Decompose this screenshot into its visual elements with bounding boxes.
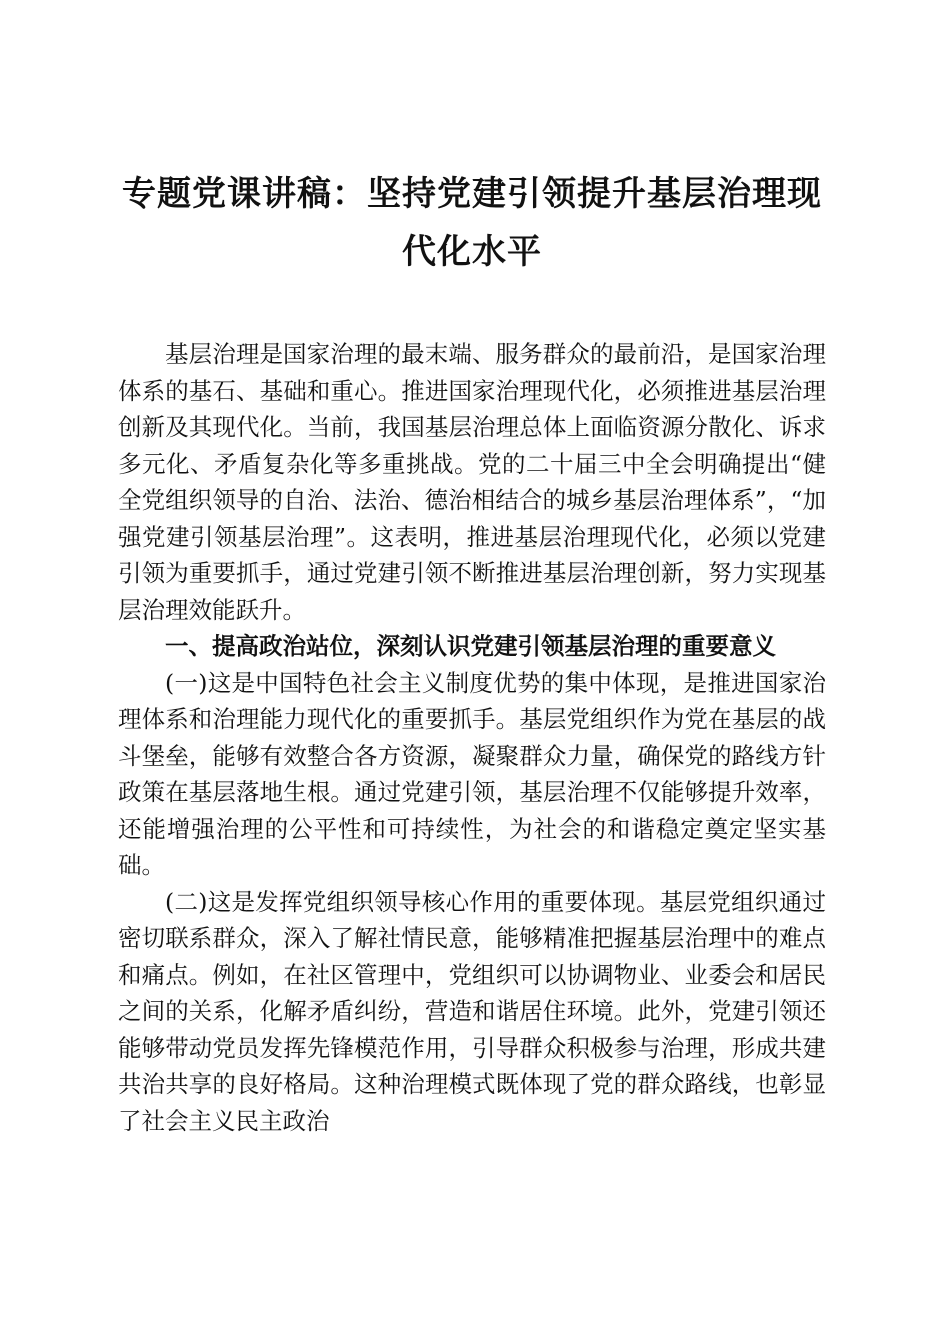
subsection-paragraph-1: (一)这是中国特色社会主义制度优势的集中体现，是推进国家治理体系和治理能力现代化的重要抓手。基层党组织作为党在基层的战斗堡垒，能够有效整合各方资源，凝聚群众力量，确保党的路线方针政策在基层落地生根。通过党建引领，基层治理不仅能够提升效率，还能增强治理的公平性和可持续性，为社会的和谐稳定奠定坚实基础。: [118, 668, 826, 879]
document-title: 专题党课讲稿：坚持党建引领提升基层治理现代化水平: [122, 174, 822, 272]
intro-paragraph: 基层治理是国家治理的最末端、服务群众的最前沿，是国家治理体系的基石、基础和重心。推进国家治理现代化，必须推进基层治理创新及其现代化。当前，我国基层治理总体上面临资源分散化、诉求多元化、矛盾复杂化等多重挑战。党的二十届三中全会明确提出“健全党组织领导的自治、法治、德治相结合的城乡基层治理体系”，“加强党建引领基层治理”。这表明，推进基层治理现代化，必须以党建引领为重要抓手，通过党建引领不断推进基层治理创新，努力实现基层治理效能跃升。: [118, 340, 826, 624]
document-page: [118, 165, 826, 1139]
subsection-paragraph-2: (二)这是发挥党组织领导核心作用的重要体现。基层党组织通过密切联系群众，深入了解社情民意，能够精准把握基层治理中的难点和痛点。例如，在社区管理中，党组织可以协调物业、业委会和居民之间的关系，化解矛盾纠纷，营造和谐居住环境。此外，党建引领还能够带动党员发挥先锋模范作用，引导群众积极参与治理，形成共建共治共享的良好格局。这种治理模式既体现了党的群众路线，也彰显了社会主义民主政治: [118, 887, 826, 1135]
section-heading-1: 一、提高政治站位，深刻认识党建引领基层治理的重要意义: [165, 632, 776, 660]
document-body: [118, 336, 826, 1139]
